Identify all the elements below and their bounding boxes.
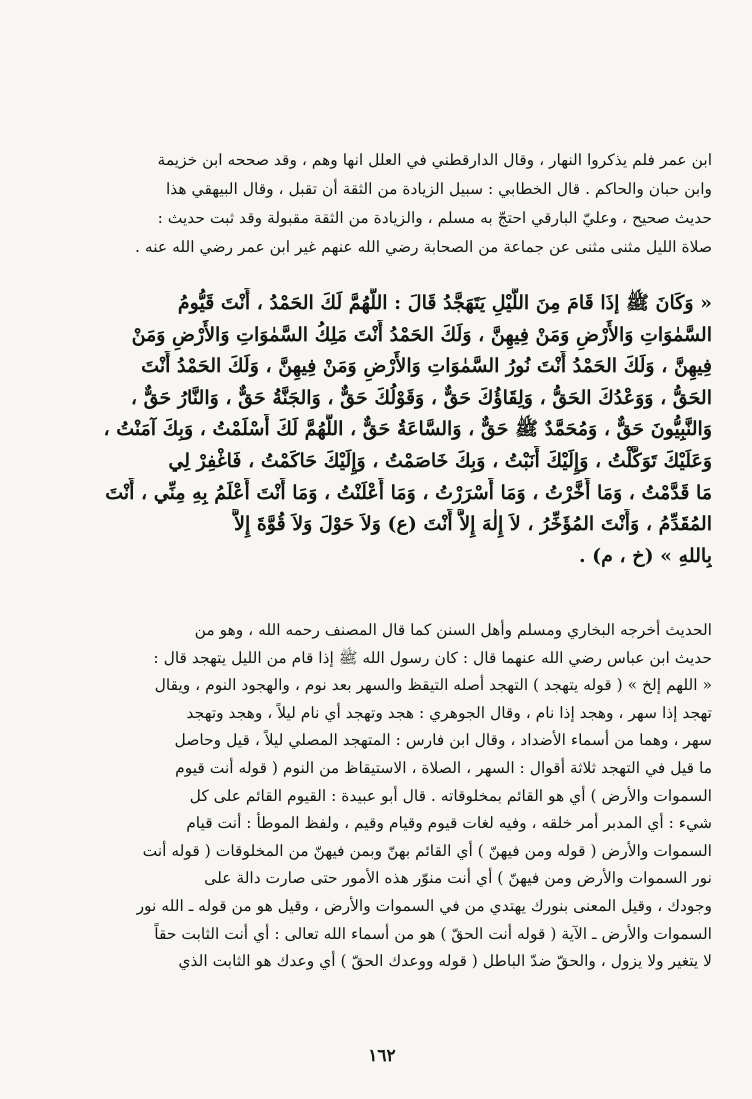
commentary-line: ما قيل في التهجد ثلاثة أقوال : السهر ، الصلاة ، الاستيقاظ من النوم ( قوله أنت قيوم [175,758,712,777]
hadith-text [52,288,712,572]
hadith-line: الحَقُّ ، وَوَعْدُكَ الحَقُّ ، وَلِقَاؤُكَ حَقٌّ ، وَقَوْلُكَ حَقٌّ ، وَالجَنَّةُ حَقٌّ ، وَالنَّارُ حَقٌّ ، [130,386,712,409]
commentary-line: السموات والأرض ـ الآية ( قوله أنت الحقّ ) هو من أسماء الله تعالى : أي أنت الثابت حقاً [154,924,712,943]
intro-line: ابن عمر فلم يذكروا النهار ، وقال الدارقطني في العلل انها وهم ، وقد صححه ابن خزيمة [157,151,712,169]
commentary-paragraph [52,617,712,976]
commentary-line: السموات والأرض ) أي هو القائم بمخلوقاته . قال أبو عبيدة : القيوم القائم على كل [189,786,712,805]
hadith-line: وَالنَّبِيُّونَ حَقٌّ ، وَمُحَمَّدٌ ﷺ حَقٌّ ، وَالسَّاعَةُ حَقٌّ ، اللَّهُمَّ لَكَ أَسْلَمْتُ ، وَبِكَ آمَنْتُ ، [103,418,712,441]
commentary-line: الحديث أخرجه البخاري ومسلم وأهل السنن كما قال المصنف رحمه الله ، وهو من [194,621,712,639]
commentary-line: سهر ، وهما من أسماء الأضداد ، وقال ابن فارس : المتهجد المصلي ليلاً ، قيل وحاصل [174,731,712,750]
page-number: ١٦٢ [368,1046,396,1066]
book-page [52,0,712,1099]
hadith-line: المُقَدِّمُ ، وَأَنْتَ المُؤَخِّرُ ، لاَ إِلٰهَ إِلاَّ أَنْتَ (ع) وَلاَ حَوْلَ وَلاَ قُوَّةَ إِلاَّ [234,513,712,536]
intro-line: وابن حبان والحاكم . قال الخطابي : سبيل الزيادة من الثقة أن تقبل ، وقال البيهقي هذا [165,180,712,198]
intro-line: صلاة الليل مثنى مثنى عن جماعة من الصحابة رضي الله عنهم غير ابن عمر رضي الله عنه . [135,238,712,256]
hadith-line: « وَكَانَ ﷺ إذَا قَامَ مِنَ اللَّيْلِ يَتَهَجَّدُ قَالَ : اللَّهُمَّ لَكَ الحَمْدُ ، أَنْتَ قَيُّومُ [177,292,712,314]
commentary-line: نور السموات والأرض ومن فيهنّ ) أي أنت منوّر هذه الأمور حتى صارت دالة على [204,869,712,888]
hadith-line: السَّمٰوَاتِ وَالأَرْضِ وَمَنْ فِيهِنَّ ، وَلَكَ الحَمْدُ أَنْتَ مَلِكُ السَّمٰوَاتِ وَالأَرْضِ وَمَنْ [131,323,712,346]
hadith-line: وَعَلَيْكَ تَوَكَّلْتُ ، وَإِلَيْكَ أَنَبْتُ ، وَبِكَ خَاصَمْتُ ، وَإِلَيْكَ حَاكَمْتُ ، فَاغْفِرْ لِي [168,449,712,472]
intro-paragraph [52,146,712,262]
commentary-line: شيء : أي المدبر أمر خلقه ، وفيه لغات قيوم وقيام وقيم ، ولفظ الموطأ : أنت قيام [186,814,712,833]
commentary-line: « اللهم إلخ » ( قوله يتهجد ) التهجد أصله التيقظ والسهر بعد نوم ، والهجود النوم ، ويقال [154,676,712,695]
commentary-line: وجودك ، وقيل المعنى بنورك يهتدي من في السموات والأرض ، وقيل هو من قوله ـ الله نور [136,896,712,915]
commentary-line: تهجد إذا سهر ، وهجد إذا نام ، وقال الجوهري : هجد وتهجد أي نام ليلاً ، وهجد وتهجد [186,703,712,722]
intro-line: حديث صحيح ، وعليّ البارقي احتجّ به مسلم ، والزيادة من الثقة مقبولة وقد ثبت حديث : [157,209,712,227]
commentary-line: السموات والأرض ( قوله ومن فيهنّ ) أي القائم بهنّ وبمن فيهنّ من المخلوقات ( قوله أنت [142,841,712,860]
hadith-line: بِاللهِ » (خ ، م) . [578,544,712,567]
hadith-line: فِيهِنَّ ، وَلَكَ الحَمْدُ أَنْتَ نُورُ السَّمٰوَاتِ وَالأَرْضِ وَمَنْ فِيهِنَّ ، وَلَكَ الحَمْدُ أَنْتَ [141,355,712,378]
hadith-line: مَا قَدَّمْتُ ، وَمَا أَخَّرْتُ ، وَمَا أَسْرَرْتُ ، وَمَا أَعْلَنْتُ ، وَمَا أَنْتَ أَعْلَمُ بِهِ مِنِّي ، أَنْتَ [105,481,712,504]
commentary-line: لا يتغير ولا يزول ، والحقّ ضدّ الباطل ( قوله ووعدك الحقّ ) أي وعدك هو الثابت الذي [178,952,712,971]
commentary-line: حديث ابن عباس رضي الله عنهما قال : كان رسول الله ﷺ إذا قام من الليل يتهجد قال : [153,648,712,667]
